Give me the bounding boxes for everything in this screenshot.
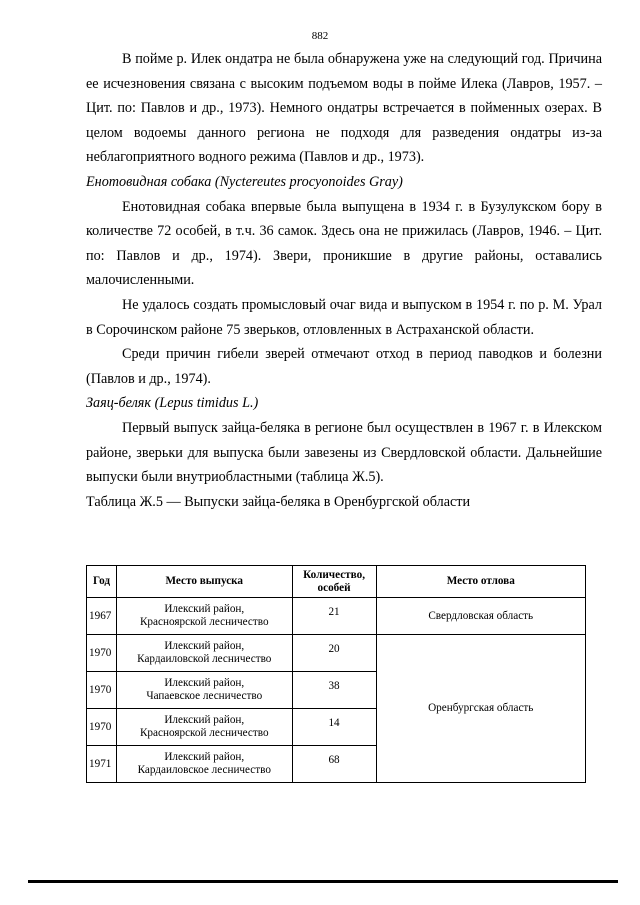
cell-place xyxy=(116,598,292,635)
cell-year: 1970 xyxy=(87,672,117,709)
cell-count: 20 xyxy=(292,635,376,672)
paragraph-raccoon-dog-release: Енотовидная собака впервые была выпущена в 1934 г. в Бузулукском бору в количестве 72 особей, в т.ч. 36 самок. Здесь она не прижилась (Лавров, 1946. – Цит. по: Павлов и др., 1974). Звери, проникшие в другие районы, оставались малочисленными. xyxy=(86,198,602,289)
cell-place-line2: Чапаевское лесничество xyxy=(146,690,263,702)
cell-place xyxy=(116,746,292,783)
section-heading-raccoon-dog: Енотовидная собака (Nyctereutes procyonoides Gray) xyxy=(86,173,403,190)
header-count-line1: Количество, xyxy=(303,568,366,581)
cell-place-line1: Илекский район, xyxy=(164,603,245,615)
cell-place-line1: Илекский район, xyxy=(164,714,245,726)
cell-year: 1970 xyxy=(87,709,117,746)
cell-year: 1970 xyxy=(87,635,117,672)
header-place: Место выпуска xyxy=(116,566,292,598)
header-year: Год xyxy=(87,566,117,598)
document-body xyxy=(86,47,602,514)
cell-place xyxy=(116,709,292,746)
cell-source-orenburg: Оренбургская область xyxy=(376,635,586,783)
header-source: Место отлова xyxy=(376,566,586,598)
cell-year: 1971 xyxy=(87,746,117,783)
paragraph-muskrat: В пойме р. Илек ондатра не была обнаружена уже на следующий год. Причина ее исчезновения связана с высоким подъемом воды в пойме Илека (Лавров, 1957. – Цит. по: Павлов и др., 1973). Немного ондатры встречается в пойменных озерах. В целом водоемы данного региона не подходя для разведения ондатры из-за неблагоприятного водного режима (Павлов и др., 1973). xyxy=(86,51,602,166)
cell-place-line2: Кардаиловское лесничество xyxy=(137,764,271,776)
cell-place-line2: Красноярской лесничество xyxy=(139,616,269,628)
table-header-row xyxy=(87,566,586,598)
cell-place xyxy=(116,672,292,709)
header-count xyxy=(292,566,376,598)
cell-count: 38 xyxy=(292,672,376,709)
table-caption: Таблица Ж.5 — Выпуски зайца-беляка в Оренбургской области xyxy=(86,493,471,510)
hare-release-table xyxy=(86,565,586,783)
paragraph-raccoon-dog-causes: Среди причин гибели зверей отмечают отход в период паводков и болезни (Павлов и др., 1974). xyxy=(86,346,602,387)
table-row xyxy=(87,598,586,635)
cell-place-line2: Красноярской лесничество xyxy=(139,727,269,739)
cell-place-line1: Илекский район, xyxy=(164,751,245,763)
page-number: 882 xyxy=(311,30,329,42)
cell-place xyxy=(116,635,292,672)
paragraph-mountain-hare: Первый выпуск зайца-беляка в регионе был осуществлен в 1967 г. в Илекском районе, зверьки для выпуска были завезены из Свердловской области. Дальнейшие выпуски были внутриобластными (таблица Ж.5). xyxy=(86,419,602,486)
table-row xyxy=(87,635,586,672)
cell-year: 1967 xyxy=(87,598,117,635)
paragraph-raccoon-dog-1954: Не удалось создать промысловый очаг вида и выпуском в 1954 г. по р. М. Урал в Сорочинском районе 75 зверьков, отловленных в Астраханской области. xyxy=(86,296,602,338)
cell-place-line1: Илекский район, xyxy=(164,677,245,689)
cell-count: 14 xyxy=(292,709,376,746)
cell-place-line1: Илекский район, xyxy=(164,640,245,652)
section-heading-mountain-hare: Заяц-беляк (Lepus timidus L.) xyxy=(86,395,259,412)
page-bottom-rule xyxy=(28,880,618,883)
header-count-line2: особей xyxy=(317,581,351,594)
cell-count: 21 xyxy=(292,598,376,635)
cell-place-line2: Кардаиловской лесничество xyxy=(137,653,272,665)
cell-source-sverdlovsk: Свердловская область xyxy=(376,598,586,635)
cell-count: 68 xyxy=(292,746,376,783)
